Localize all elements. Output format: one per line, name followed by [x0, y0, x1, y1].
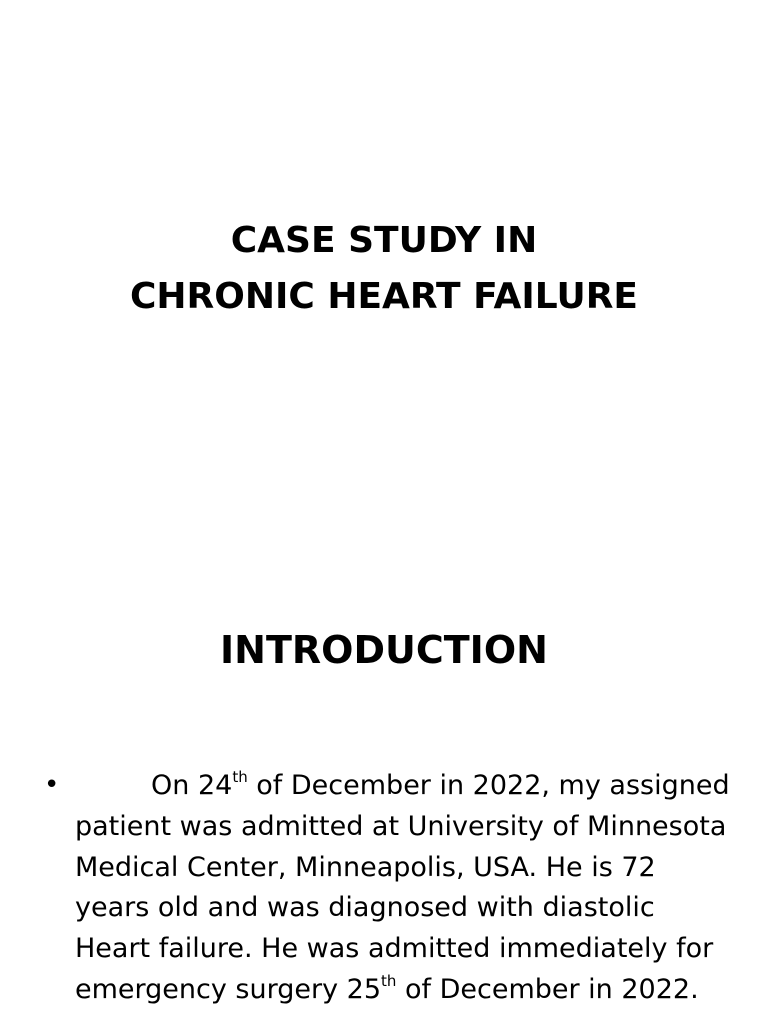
introduction-slide — [0, 556, 768, 1024]
slide-title — [0, 213, 768, 325]
title-line-2: CHRONIC HEART FAILURE — [129, 276, 639, 317]
introduction-paragraph — [75, 766, 735, 1011]
paragraph-part-2: of December in 2022, my assigned patient was admitted at University of Minnesota Medical Center, Minneapolis, USA. He is 72 years old and was diagnosed with diastolic Heart failure. He was admitted immediately for emergency surgery 25 — [75, 770, 730, 1005]
ordinal-suffix-2: th — [381, 971, 397, 990]
bullet-marker: • — [44, 770, 60, 800]
ordinal-suffix-1: th — [232, 768, 248, 786]
introduction-heading: INTRODUCTION — [220, 628, 548, 672]
paragraph-part-3: of December in 2022. — [396, 973, 699, 1005]
paragraph-part-1: On 24 — [151, 770, 233, 801]
title-line-1: CASE STUDY IN — [230, 220, 538, 261]
